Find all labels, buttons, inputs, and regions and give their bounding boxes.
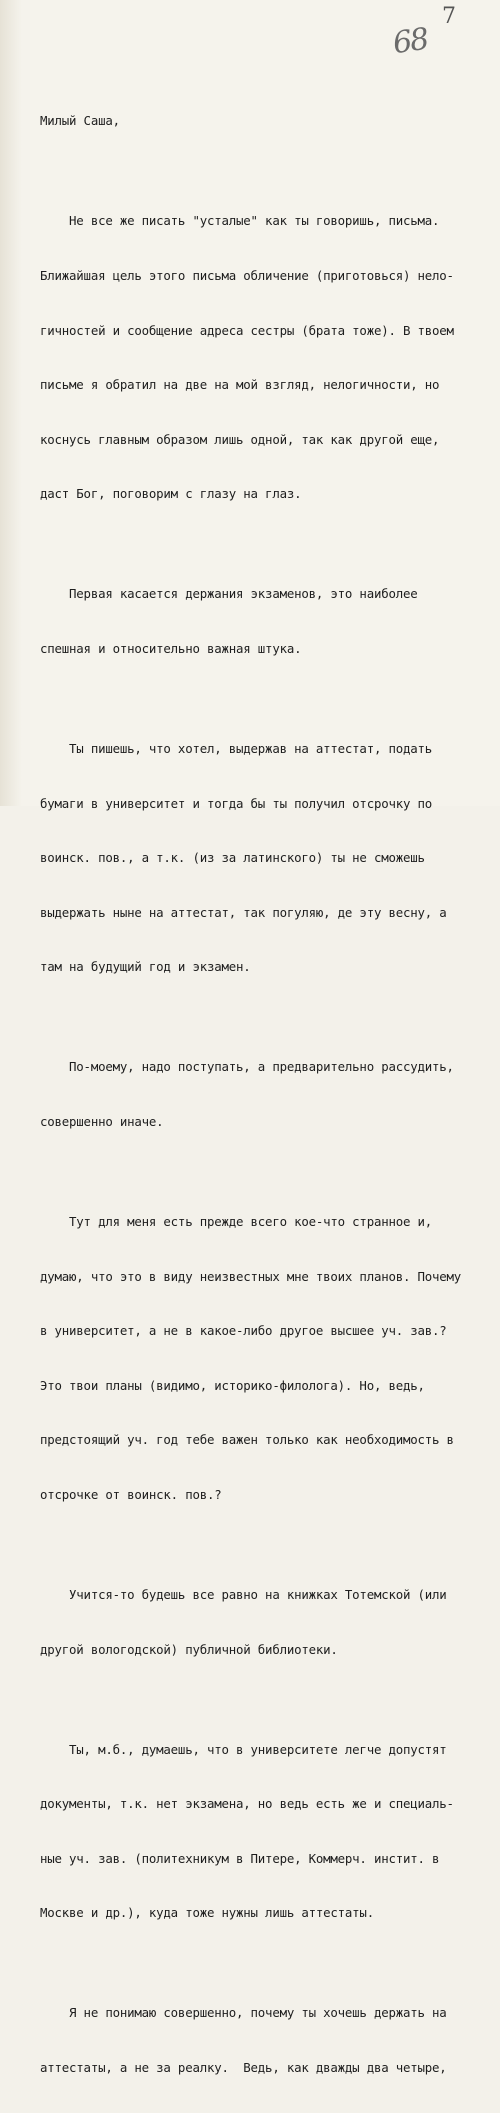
letter-line: отсрочке от воинск. пов.?	[40, 1486, 222, 1502]
handwritten-page-number: 68	[390, 21, 430, 62]
letter-line: Первая касается держания экзаменов, это наиболее	[40, 586, 418, 602]
letter-line: выдержать ныне на аттестат, так погуляю, де эту весну, а	[40, 904, 447, 920]
letter-line: документы, т.к. нет экзамена, но ведь есть же и специаль-	[40, 1796, 454, 1812]
letter-line: Ты, м.б., думаешь, что в университете легче допустят	[40, 1741, 447, 1757]
letter-line: Не все же писать "усталые" как ты говоришь, письма.	[40, 213, 440, 229]
paragraph-gap	[40, 695, 492, 704]
letter-line: спешная и относительно важная штука.	[40, 640, 302, 656]
letter-line: воинск. пов., а т.к. (из за латинского) ты не сможешь	[40, 850, 425, 866]
letter-line: аттестаты, а не за реалку. Ведь, как дважды два четыре,	[40, 2059, 447, 2075]
letter-line: коснусь главным образом лишь одной, так как другой еще,	[40, 431, 440, 447]
paragraph-gap	[40, 1959, 492, 1968]
letter-line: там на будущий год и экзамен.	[40, 959, 251, 975]
letter-line: даст Бог, поговорим с глазу на глаз.	[40, 486, 302, 502]
page-edge-shadow	[0, 0, 22, 806]
letter-line: Я не понимаю совершенно, почему ты хочешь держать на	[40, 2005, 447, 2021]
letter-body	[40, 76, 492, 2113]
page-corner-mark: 7	[442, 4, 456, 29]
paragraph-gap	[40, 540, 492, 549]
letter-line: гичностей и сообщение адреса сестры (брата тоже). В твоем	[40, 322, 454, 338]
letter-line: письме я обратил на две на мой взгляд, нелогичности, но	[40, 377, 440, 393]
letter-line: совершенно иначе.	[40, 1113, 164, 1129]
letter-line: предстоящий уч. год тебе важен только как необходимость в	[40, 1432, 454, 1448]
letter-line: другой вологодской) публичной библиотеки.	[40, 1641, 338, 1657]
salutation: Милый Саша,	[40, 113, 120, 129]
letter-line: думаю, что это в виду неизвестных мне твоих планов. Почему	[40, 1268, 462, 1284]
paragraph-gap	[40, 1541, 492, 1550]
letter-line: Это твои планы (видимо, историко-филолога). Но, ведь,	[40, 1377, 425, 1393]
paragraph-gap	[40, 1013, 492, 1022]
letter-line: бумаги в университет и тогда бы ты получил отсрочку по	[40, 795, 433, 811]
letter-line: Ты пишешь, что хотел, выдержав на аттестат, подать	[40, 740, 433, 756]
letter-line: Москве и др.), куда тоже нужны лишь аттестаты.	[40, 1905, 374, 1921]
paragraph-gap	[40, 1168, 492, 1177]
letter-line: Тут для меня есть прежде всего кое-что странное и,	[40, 1213, 433, 1229]
blank-line	[40, 167, 492, 176]
letter-line: Учится-то будешь все равно на книжках Тотемской (или	[40, 1586, 447, 1602]
letter-line: По-моему, надо поступать, а предварительно рассудить,	[40, 1059, 454, 1075]
paragraph-gap	[40, 1695, 492, 1704]
letter-line: в университет, а не в какое-либо другое высшее уч. зав.?	[40, 1323, 447, 1339]
letter-line: Ближайшая цель этого письма обличение (приготовься) нело-	[40, 268, 454, 283]
letter-line: ные уч. зав. (политехникум в Питере, Коммерч. инстит. в	[40, 1850, 440, 1866]
